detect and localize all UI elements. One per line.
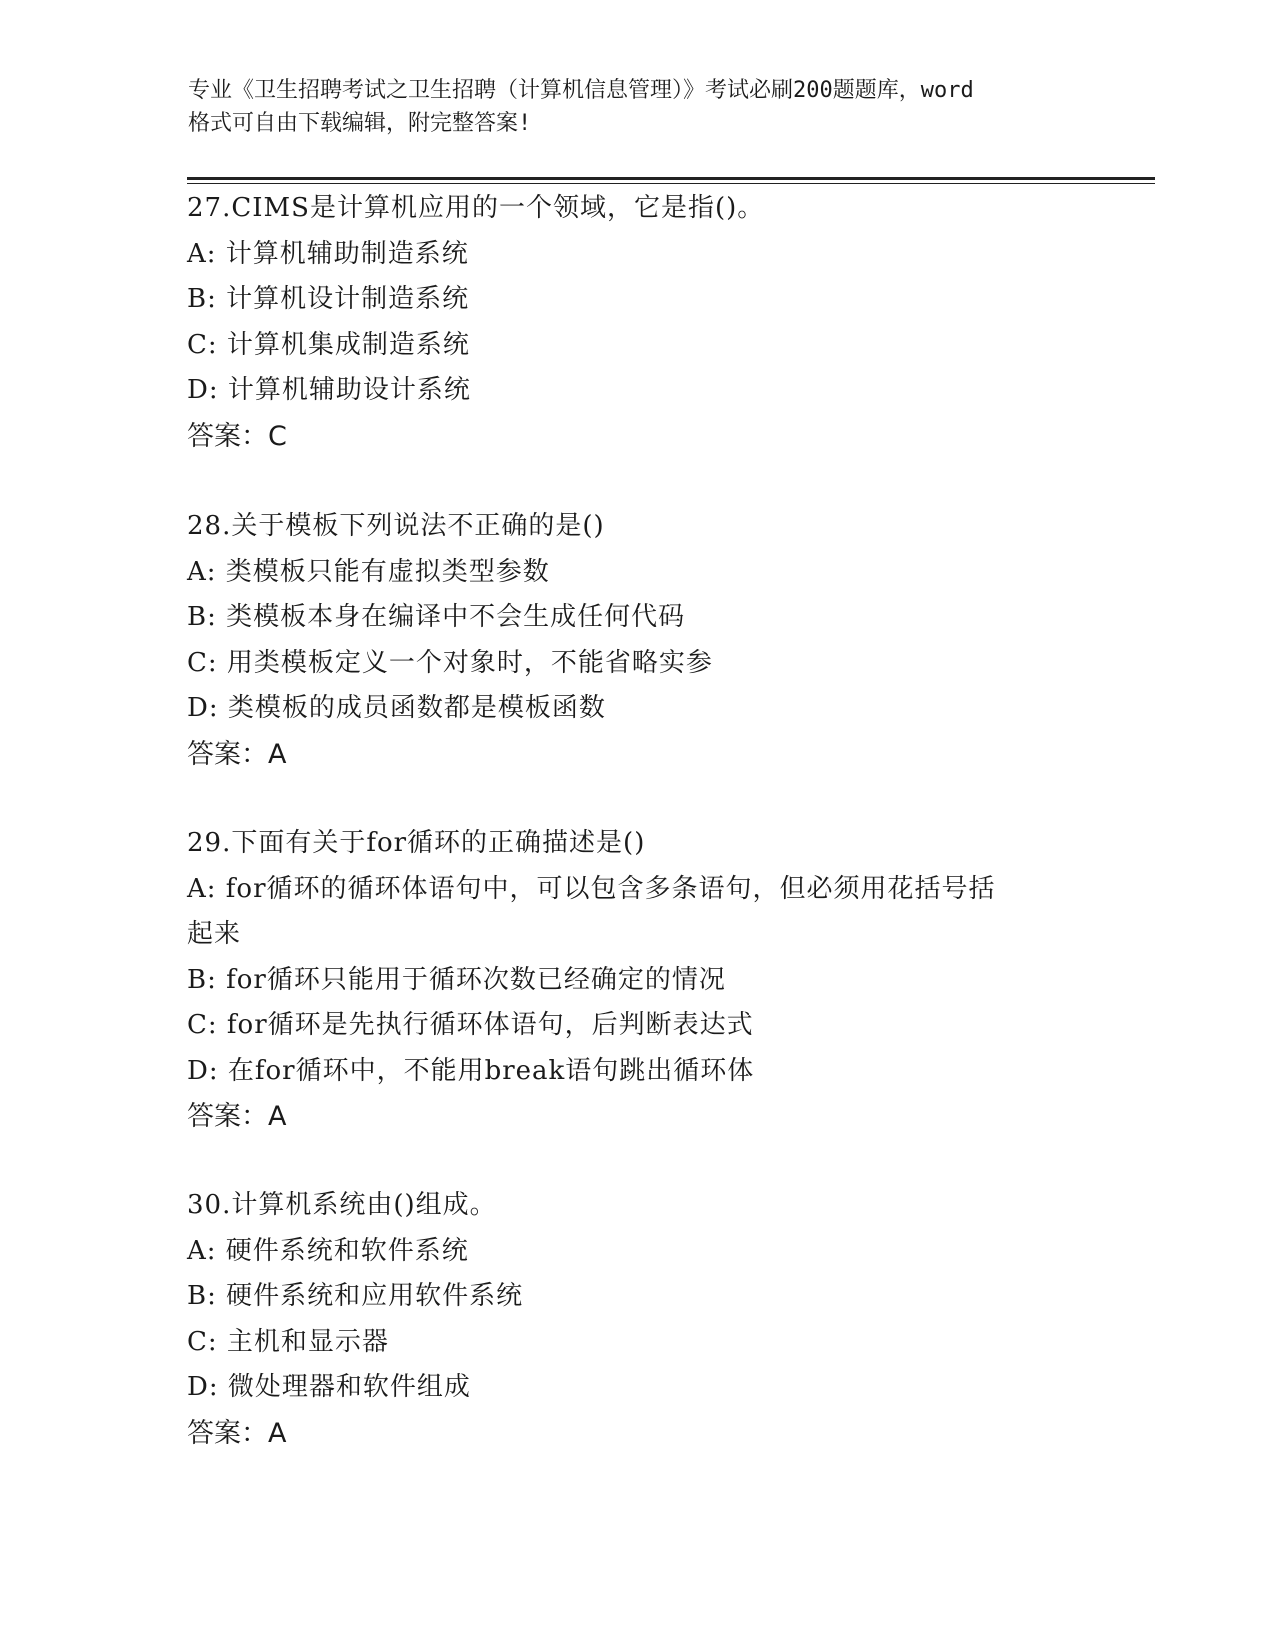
question-29	[187, 821, 1087, 1140]
document-header	[188, 74, 1088, 140]
header-line-2: 格式可自由下载编辑，附完整答案!	[188, 111, 532, 136]
question-stem: 29.下面有关于for循环的正确描述是()	[187, 828, 646, 858]
header-line-1: 专业《卫生招聘考试之卫生招聘（计算机信息管理）》考试必刷200题题库，word	[188, 78, 974, 103]
option-a: A: 硬件系统和软件系统	[187, 1235, 469, 1266]
option-c: C: 用类模板定义一个对象时，不能省略实参	[187, 647, 713, 678]
question-stem: 30.计算机系统由()组成。	[187, 1190, 497, 1220]
option-d: D: 计算机辅助设计系统	[187, 375, 471, 405]
option-b: B: for循环只能用于循环次数已经确定的情况	[187, 964, 726, 995]
question-28	[187, 504, 1087, 777]
option-d: D: 类模板的成员函数都是模板函数	[187, 693, 606, 723]
header-divider-thick	[187, 177, 1155, 180]
question-stem: 27.CIMS是计算机应用的一个领域，它是指()。	[187, 193, 765, 223]
option-b: B: 硬件系统和应用软件系统	[187, 1281, 524, 1311]
answer-label: 答案：C	[187, 420, 287, 452]
option-c: C: 主机和显示器	[187, 1326, 389, 1357]
option-d: D: 在for循环中，不能用break语句跳出循环体	[187, 1055, 755, 1086]
option-a-continued: 起来	[187, 919, 242, 949]
question-stem: 28.关于模板下列说法不正确的是()	[187, 511, 605, 541]
answer-label: 答案：A	[187, 738, 287, 770]
option-c: C: 计算机集成制造系统	[187, 329, 470, 360]
option-d: D: 微处理器和软件组成	[187, 1372, 471, 1402]
header-divider-thin	[187, 183, 1155, 184]
question-30	[187, 1183, 1087, 1456]
option-a: A: 类模板只能有虚拟类型参数	[187, 556, 550, 587]
option-b: B: 计算机设计制造系统	[187, 284, 470, 314]
option-b: B: 类模板本身在编译中不会生成任何代码	[187, 602, 686, 632]
option-a: A: 计算机辅助制造系统	[187, 238, 469, 269]
option-c: C: for循环是先执行循环体语句，后判断表达式	[187, 1010, 754, 1040]
answer-label: 答案：A	[187, 1101, 287, 1132]
answer-label: 答案：A	[187, 1417, 287, 1449]
option-a: A: for循环的循环体语句中，可以包含多条语句，但必须用花括号括	[187, 873, 996, 904]
question-27	[187, 186, 1087, 459]
